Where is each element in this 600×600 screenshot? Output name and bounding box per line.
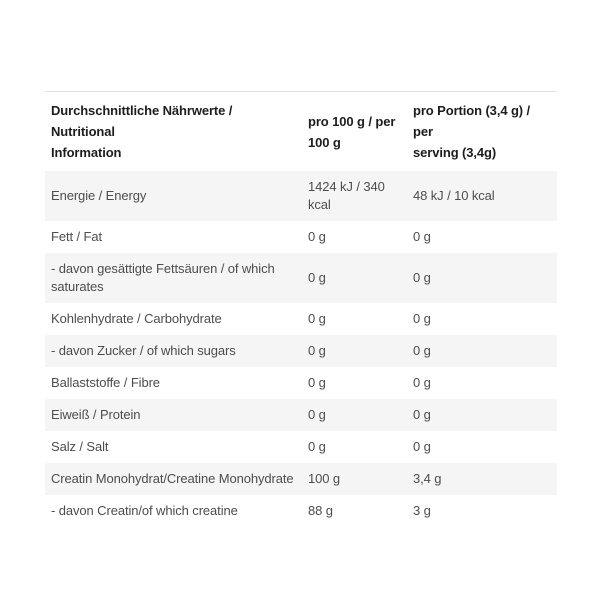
value-line: kcal <box>308 197 331 212</box>
nutrition-table <box>45 91 557 527</box>
cell-per-100g <box>308 171 413 221</box>
cell-label: Salz / Salt <box>51 439 109 454</box>
cell-per-100g: 0 g <box>308 407 326 422</box>
label-line: saturates <box>51 279 104 294</box>
table-row-carbohydrate <box>45 303 557 335</box>
cell-per-100g: 88 g <box>308 503 333 518</box>
table-row-saturates <box>45 253 557 303</box>
cell-per-serving: 0 g <box>413 270 431 285</box>
header-label-line: Durchschnittliche Nährwerte / Nutritional <box>51 103 233 139</box>
cell-per-100g: 0 g <box>308 439 326 454</box>
cell-label: Energie / Energy <box>51 188 147 203</box>
cell-per-100g: 0 g <box>308 270 326 285</box>
cell-per-serving: 48 kJ / 10 kcal <box>413 188 495 203</box>
table-row-fibre <box>45 367 557 399</box>
header-cell-per-100g <box>308 103 413 161</box>
header-cell-per-serving <box>413 92 557 171</box>
cell-per-serving: 0 g <box>413 439 431 454</box>
cell-per-serving: 0 g <box>413 229 431 244</box>
cell-per-serving: 0 g <box>413 311 431 326</box>
table-row-sugars <box>45 335 557 367</box>
cell-label: Ballaststoffe / Fibre <box>51 375 160 390</box>
header-label-line: serving (3,4g) <box>413 145 497 160</box>
header-cell-nutrition-information <box>45 92 308 171</box>
cell-label <box>45 253 308 303</box>
table-row-creatine <box>45 495 557 527</box>
cell-per-100g: 100 g <box>308 471 341 486</box>
cell-label: Creatin Monohydrat/Creatine Monohydrate <box>51 471 294 486</box>
header-label-line: pro Portion (3,4 g) / per <box>413 103 531 139</box>
cell-per-100g: 0 g <box>308 229 326 244</box>
cell-label: Eiweiß / Protein <box>51 407 141 422</box>
cell-per-serving: 3 g <box>413 503 431 518</box>
cell-label: Fett / Fat <box>51 229 103 244</box>
table-row-fat <box>45 221 557 253</box>
cell-per-serving: 0 g <box>413 407 431 422</box>
table-row-salt <box>45 431 557 463</box>
cell-per-serving: 3,4 g <box>413 471 442 486</box>
cell-per-100g: 0 g <box>308 375 326 390</box>
table-header-row <box>45 92 557 171</box>
cell-label: - davon Zucker / of which sugars <box>51 343 236 358</box>
table-row-energy <box>45 171 557 221</box>
header-label-line: Information <box>51 145 122 160</box>
header-label-line: 100 g <box>308 134 341 150</box>
cell-per-serving: 0 g <box>413 375 431 390</box>
cell-per-100g: 0 g <box>308 311 326 326</box>
cell-label: - davon Creatin/of which creatine <box>51 503 238 518</box>
table-row-creatine-monohydrate <box>45 463 557 495</box>
value-line: 1424 kJ / 340 <box>308 179 385 194</box>
cell-per-serving: 0 g <box>413 343 431 358</box>
header-label-line: pro 100 g / per <box>308 113 396 129</box>
label-line: - davon gesättigte Fettsäuren / of which <box>51 261 275 276</box>
table-row-protein <box>45 399 557 431</box>
cell-label: Kohlenhydrate / Carbohydrate <box>51 311 222 326</box>
cell-per-100g: 0 g <box>308 343 326 358</box>
